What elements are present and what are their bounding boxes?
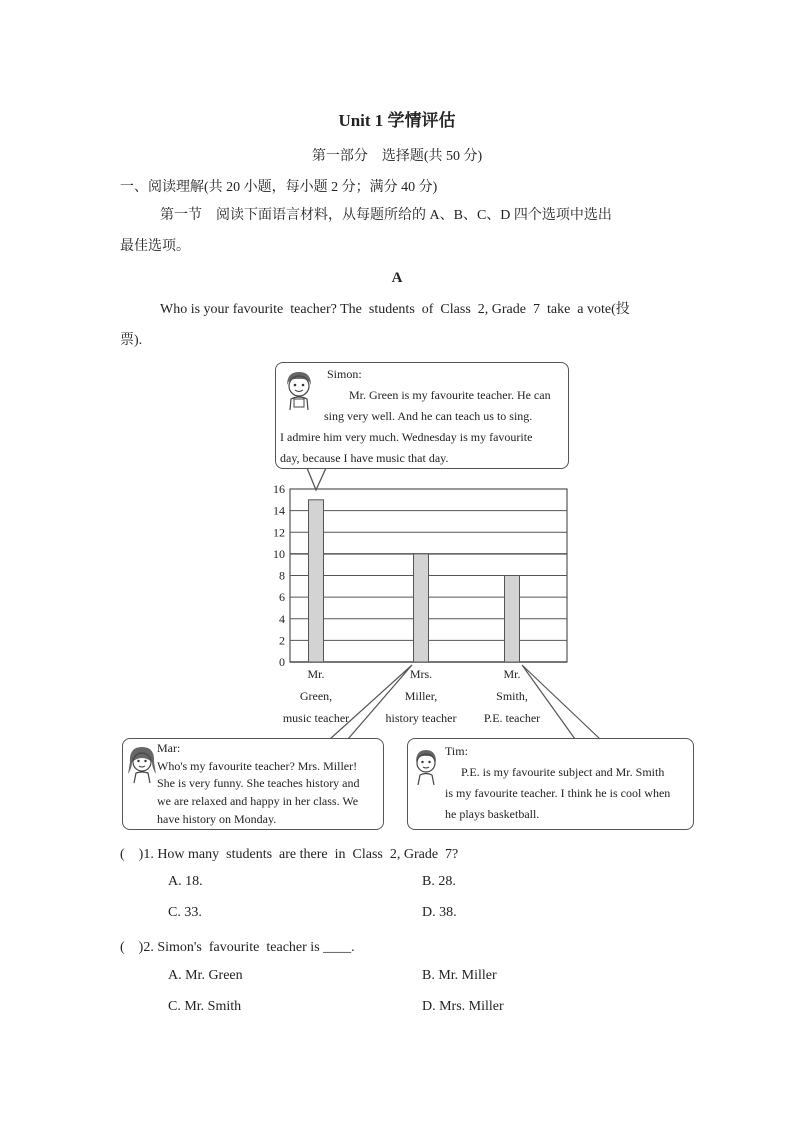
tim-name: Tim: <box>445 744 468 758</box>
question-2-stem: ( )2. Simon's favourite teacher is ____. <box>120 940 355 955</box>
q2-option-d: D. Mrs. Miller <box>422 999 504 1014</box>
x-tick-label: Mr. <box>503 667 521 681</box>
boy-avatar-icon <box>281 369 317 411</box>
y-tick-label: 12 <box>273 525 285 540</box>
y-tick-label: 2 <box>279 633 285 648</box>
bar <box>309 500 324 662</box>
mar-line-2: She is very funny. She teaches history and <box>157 776 360 790</box>
y-tick-label: 10 <box>273 546 285 561</box>
x-tick-label: P.E. teacher <box>483 711 541 725</box>
instruction-line-1: 第一节 阅读下面语言材料，从每题所给的 A、B、C、D 四个选项中选出 <box>160 208 612 223</box>
simon-name: Simon: <box>327 367 362 381</box>
simon-line-3: I admire him very much. Wednesday is my favourite <box>280 430 533 444</box>
y-tick-label: 16 <box>273 482 285 496</box>
x-tick-label: Miller, <box>404 689 438 703</box>
q2-option-b: B. Mr. Miller <box>422 968 497 983</box>
tim-bubble <box>407 738 694 830</box>
simon-bubble <box>275 362 569 469</box>
q2-option-a: A. Mr. Green <box>168 968 243 983</box>
x-tick-label: history teacher <box>385 711 457 725</box>
y-tick-label: 8 <box>279 568 285 583</box>
bar <box>414 554 429 662</box>
x-tick-label: Smith, <box>496 689 528 703</box>
q1-option-a: A. 18. <box>168 874 203 889</box>
girl-avatar-icon <box>126 744 158 784</box>
part-heading: 第一部分 选择题(共 50 分) <box>311 149 483 164</box>
mar-line-3: we are relaxed and happy in her class. We <box>157 794 359 808</box>
simon-line-4: day, because I have music that day. <box>280 451 449 465</box>
simon-line-1: Mr. Green is my favourite teacher. He can <box>349 388 551 402</box>
question-1-stem: ( )1. How many students are there in Class 2, Grade 7? <box>120 847 459 862</box>
favourite-teacher-chart <box>260 482 580 742</box>
tim-line-2: is my favourite teacher. I think he is cool when <box>445 786 671 800</box>
page-title: Unit 1 学情评估 <box>338 111 456 130</box>
q1-option-b: B. 28. <box>422 874 456 889</box>
x-tick-label: Green, <box>299 689 333 703</box>
instruction-line-2: 最佳选项。 <box>120 239 190 254</box>
tim-line-3: he plays basketball. <box>445 807 540 821</box>
simon-line-2: sing very well. And he can teach us to sing. <box>324 409 533 423</box>
mar-name: Mar: <box>157 741 181 755</box>
x-tick-label: music teacher <box>282 711 350 725</box>
bar <box>505 576 520 663</box>
y-tick-label: 14 <box>273 503 285 518</box>
tim-line-1: P.E. is my favourite subject and Mr. Smith <box>461 765 665 779</box>
x-tick-label: Mr. <box>307 667 325 681</box>
y-tick-label: 4 <box>279 611 285 626</box>
mar-bubble <box>122 738 384 830</box>
mar-line-1: Who's my favourite teacher? Mrs. Miller! <box>157 759 358 773</box>
q2-option-c: C. Mr. Smith <box>168 999 242 1014</box>
q1-option-c: C. 33. <box>168 905 202 920</box>
x-tick-label: Mrs. <box>409 667 433 681</box>
passage-label: A <box>391 270 403 286</box>
intro-line-1: Who is your favourite teacher? The students of Class 2, Grade 7 take a vote(投 <box>160 302 630 317</box>
y-tick-label: 0 <box>279 655 285 669</box>
mar-line-4: have history on Monday. <box>157 812 277 826</box>
boy-avatar-icon <box>411 746 441 786</box>
section-heading: 一、阅读理解(共 20 小题，每小题 2 分；满分 40 分) <box>120 180 438 195</box>
y-tick-label: 6 <box>279 590 285 605</box>
intro-line-2: 票). <box>120 333 143 348</box>
q1-option-d: D. 38. <box>422 905 457 920</box>
